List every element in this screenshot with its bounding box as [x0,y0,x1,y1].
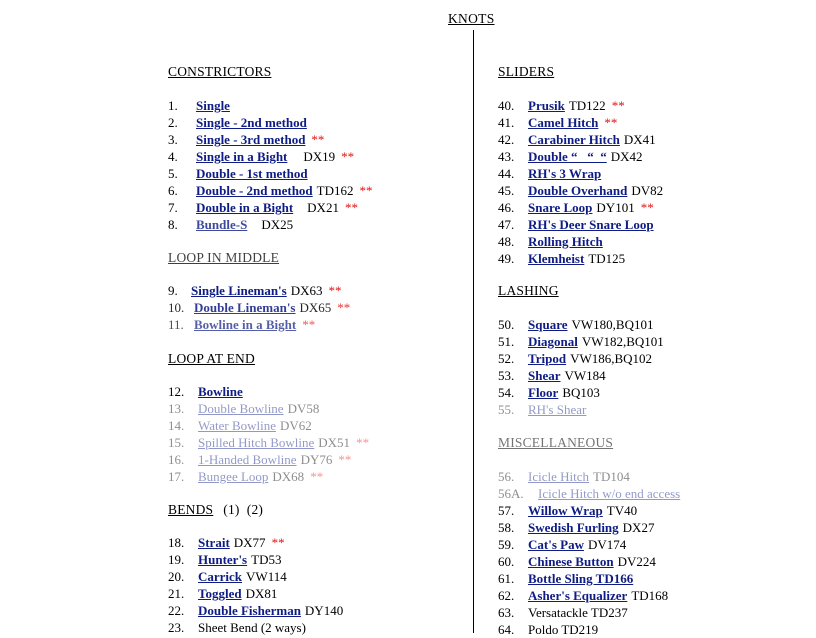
reference-code: DX81 [245,586,278,601]
list-item [498,233,663,250]
list-item [168,434,369,451]
knot-link[interactable]: Single [196,98,230,113]
section-heading [168,501,468,518]
knot-link[interactable]: Double Lineman's [194,300,296,315]
reference-code: TD104 [593,469,630,484]
star-rating: ** [604,115,618,130]
item-number: 52. [498,351,515,366]
list-item [498,216,663,233]
star-rating: ** [611,98,625,113]
knot-link[interactable]: Chinese Button [528,554,614,569]
item-number: 62. [498,588,515,603]
column-divider [473,30,474,633]
item-number: 45. [498,183,515,198]
reference-code: DX41 [623,132,656,147]
list-item [498,114,663,131]
list-item [168,534,343,551]
reference-code: TD168 [631,588,669,603]
list-item [168,216,373,233]
list-item [498,182,663,199]
item-number: 54. [498,385,515,400]
reference-code: DV82 [631,183,664,198]
section-miscellaneous [498,434,808,637]
star-rating: ** [271,535,285,550]
section-lashing [498,282,808,417]
knot-link[interactable]: Snare Loop [528,200,593,215]
section-heading: LOOP IN MIDDLE [168,250,280,265]
knot-list [168,383,369,485]
item-number: 22. [168,603,185,618]
star-rating: ** [341,149,355,164]
item-number: 51. [498,334,515,349]
reference-code: DX25 [261,217,294,232]
item-number: 6. [168,183,178,198]
list-item [498,199,663,216]
knot-list [498,468,680,638]
list-item [498,502,680,519]
knot-link[interactable]: Shear [528,368,561,383]
reference-code: DX63 [290,283,323,298]
list-item [168,451,369,468]
knot-link[interactable]: Single in a Bight [196,149,288,164]
list-item [168,585,343,602]
star-rating: ** [311,132,325,147]
list-item [168,182,373,199]
list-item [168,282,350,299]
list-item [498,250,663,267]
reference-code: TD162 [316,183,354,198]
list-item [498,350,664,367]
list-item [168,316,350,333]
reference-code: DY76 [300,452,333,467]
knot-link[interactable]: Double - 2nd method [196,183,313,198]
knot-link[interactable]: Double Overhand [528,183,628,198]
list-item [498,621,680,638]
item-number: 8. [168,217,178,232]
knot-link[interactable]: Bowline [198,384,243,399]
knot-link[interactable]: Prusik [528,98,565,113]
reference-code: VW186,BQ102 [570,351,653,366]
item-number: 47. [498,217,515,232]
list-item [498,384,664,401]
knot-link[interactable]: Double - 1st method [196,166,308,181]
knot-link[interactable]: Double Bowline [198,401,284,416]
knot-link[interactable]: Bundle-S [196,217,248,232]
list-item [498,367,664,384]
reference-code: DY101 [596,200,635,215]
list-item [168,299,350,316]
item-number: 12. [168,384,185,399]
knot-link[interactable]: RH's Shear [528,402,587,417]
knot-link[interactable]: Toggled [198,586,242,601]
reference-code: DV174 [587,537,627,552]
item-number: 56A. [498,486,524,501]
item-number: 53. [498,368,515,383]
knot-list [168,282,350,333]
item-number: 15. [168,435,185,450]
item-number: 63. [498,605,515,620]
section-heading: LASHING [498,283,559,298]
item-number: 13. [168,401,185,416]
reference-code: DX21 [307,200,339,215]
knot-link[interactable]: Camel Hitch [528,115,599,130]
item-number: 1. [168,98,178,113]
knot-link[interactable]: Floor [528,385,559,400]
item-number: 61. [498,571,515,586]
list-item [168,97,373,114]
knot-link[interactable]: Bottle Sling TD166 [528,571,634,586]
star-rating: ** [310,469,324,484]
reference-code: DX19 [303,149,336,164]
knot-link[interactable]: Diagonal [528,334,578,349]
bends-references[interactable]: (1) (2) [223,502,264,517]
knot-link[interactable]: Swedish Furling [528,520,619,535]
list-item [498,536,680,553]
section-sliders [498,63,808,266]
item-number: 17. [168,469,185,484]
item-number: 19. [168,552,185,567]
list-item [168,551,343,568]
knot-name: Versatackle TD237 [528,605,628,620]
item-number: 3. [168,132,178,147]
item-number: 43. [498,149,515,164]
section-heading-text: BENDS [168,502,214,517]
list-item [498,401,664,418]
item-number: 57. [498,503,515,518]
item-number: 11. [168,317,184,332]
item-number: 4. [168,149,178,164]
reference-code: DX42 [610,149,643,164]
item-number: 46. [498,200,515,215]
item-number: 55. [498,402,515,417]
list-item [168,148,373,165]
list-item [168,400,369,417]
item-number: 14. [168,418,185,433]
page-title: KNOTS [448,11,495,26]
knot-link[interactable]: Willow Wrap [528,503,603,518]
reference-code: DV58 [287,401,320,416]
star-rating: ** [338,452,352,467]
knot-link[interactable]: Asher's Equalizer [528,588,628,603]
item-number: 40. [498,98,515,113]
star-rating: ** [640,200,654,215]
star-rating: ** [337,300,351,315]
list-item [498,587,680,604]
list-item [168,417,369,434]
item-number: 2. [168,115,178,130]
list-item [168,165,373,182]
knot-name: Poldo TD219 [528,622,599,637]
knot-link[interactable]: Square [528,317,568,332]
section-loop-in-middle [168,249,468,332]
item-number: 41. [498,115,515,130]
list-item [498,553,680,570]
section-constrictors [168,63,468,232]
star-rating: ** [344,200,358,215]
list-item [498,468,680,485]
reference-code: DY140 [304,603,344,618]
knot-link[interactable]: Cat's Paw [528,537,584,552]
item-number: 48. [498,234,515,249]
knot-link[interactable]: Icicle Hitch w/o end access [538,486,681,501]
list-item [168,468,369,485]
list-item [498,604,680,621]
item-number: 20. [168,569,185,584]
item-number: 9. [168,283,178,298]
item-number: 44. [498,166,515,181]
list-item [168,131,373,148]
knot-link[interactable]: Klemheist [528,251,585,266]
knot-link[interactable]: Water Bowline [198,418,277,433]
list-item [498,131,663,148]
reference-code: TD53 [251,552,282,567]
knot-name: Sheet Bend (2 ways) [198,620,306,635]
item-number: 21. [168,586,185,601]
list-item [498,97,663,114]
section-heading: CONSTRICTORS [168,64,272,79]
item-number: 60. [498,554,515,569]
list-item [498,148,663,165]
reference-code: DV224 [617,554,656,569]
knot-list [498,316,664,418]
item-number: 10. [168,300,185,315]
reference-code: DX51 [318,435,351,450]
knot-link[interactable]: Carrick [198,569,243,584]
section-heading: LOOP AT END [168,351,255,366]
knot-link[interactable]: Spilled Hitch Bowline [198,435,315,450]
knot-link[interactable]: Double Fisherman [198,603,301,618]
knot-link[interactable]: RH's 3 Wrap [528,166,602,181]
reference-code: VW182,BQ101 [581,334,664,349]
knot-link[interactable]: Tripod [528,351,567,366]
knot-link[interactable]: Bowline in a Bight [194,317,297,332]
knot-list [168,97,373,233]
knot-link[interactable]: Single - 2nd method [196,115,307,130]
knot-link[interactable]: Double in a Bight [196,200,294,215]
list-item [168,619,343,636]
knot-link[interactable]: Single - 3rd method [196,132,306,147]
reference-code: BQ103 [562,385,600,400]
knot-list [168,534,343,636]
reference-code: DX65 [299,300,332,315]
star-rating: ** [356,435,370,450]
reference-code: DX77 [233,535,266,550]
list-item [168,199,373,216]
section-loop-at-end [168,350,468,484]
reference-code: DX27 [622,520,655,535]
item-number: 50. [498,317,515,332]
list-item [498,333,664,350]
knot-link[interactable]: Double “ “ “ [528,149,607,164]
item-number: 58. [498,520,515,535]
reference-code: VW180,BQ101 [571,317,654,332]
section-bends [168,501,468,635]
reference-code: DV62 [280,418,312,433]
list-item [168,602,343,619]
knot-link[interactable]: Single Lineman's [191,283,287,298]
list-item [498,165,663,182]
knot-link[interactable]: RH's Deer Snare Loop [528,217,654,232]
knot-link[interactable]: Strait [198,535,230,550]
knot-link[interactable]: Hunter's [198,552,248,567]
reference-code: TV40 [606,503,638,518]
star-rating: ** [302,317,316,332]
item-number: 64. [498,622,515,637]
list-item [168,114,373,131]
item-number: 5. [168,166,178,181]
list-item [498,485,680,502]
knot-link[interactable]: Icicle Hitch [528,469,589,484]
list-item [498,570,680,587]
knot-link[interactable]: 1-Handed Bowline [198,452,297,467]
section-heading: MISCELLANEOUS [498,435,614,450]
item-number: 18. [168,535,185,550]
star-rating: ** [359,183,373,198]
list-item [168,383,369,400]
reference-code: DX68 [272,469,305,484]
item-number: 7. [168,200,178,215]
item-number: 56. [498,469,515,484]
list-item [168,568,343,585]
item-number: 49. [498,251,515,266]
knot-link[interactable]: Rolling Hitch [528,234,603,249]
list-item [498,316,664,333]
knot-link[interactable]: Bungee Loop [198,469,269,484]
item-number: 42. [498,132,515,147]
item-number: 23. [168,620,185,635]
list-item [498,519,680,536]
reference-code: TD122 [568,98,606,113]
section-heading: SLIDERS [498,64,555,79]
reference-code: TD125 [588,251,626,266]
item-number: 16. [168,452,185,467]
knot-list [498,97,663,267]
star-rating: ** [328,283,342,298]
item-number: 59. [498,537,515,552]
reference-code: VW114 [246,569,287,584]
reference-code: VW184 [564,368,606,383]
knot-link[interactable]: Carabiner Hitch [528,132,620,147]
